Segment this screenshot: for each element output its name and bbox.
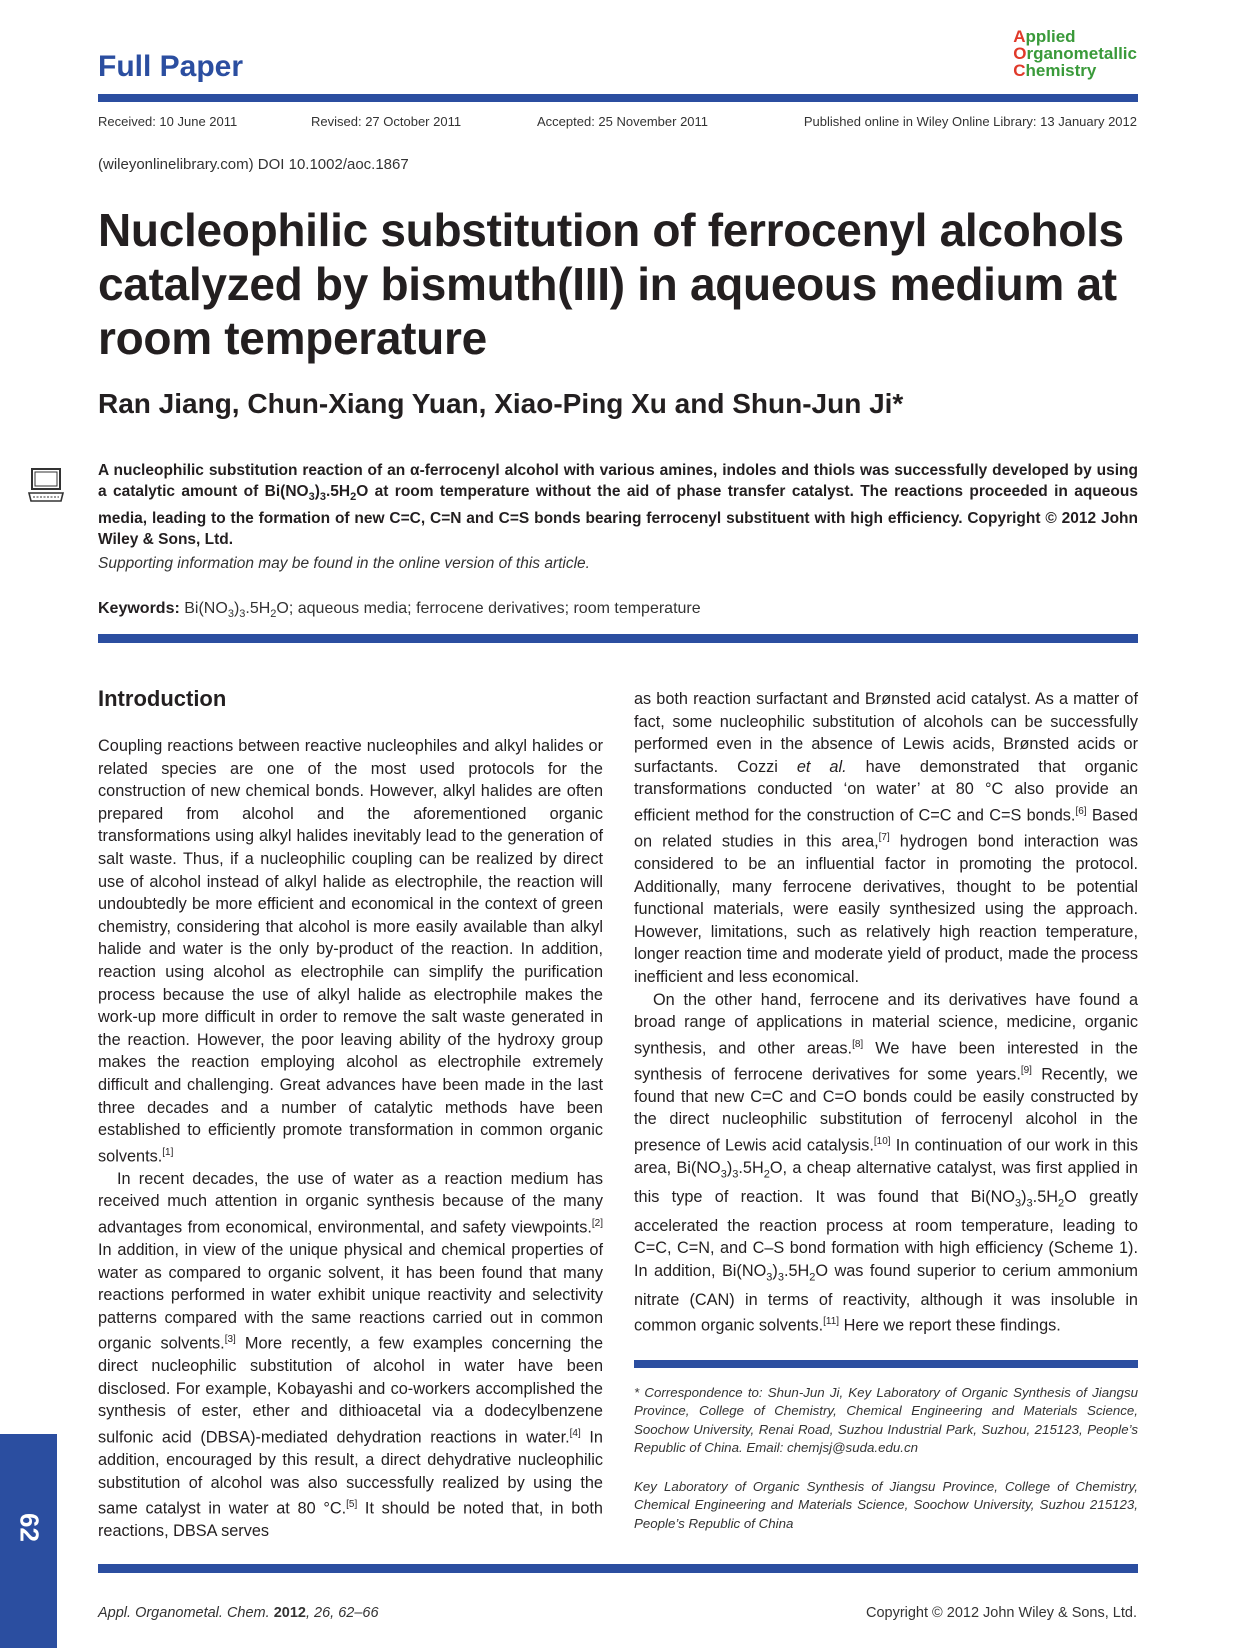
- affiliation-footnote: Key Laboratory of Organic Synthesis of Jiangsu Province, College of Chemistry, Chemical Engineering and Materials Science, Soochow University, Suzhou 215123, People’s Republic of China: [634, 1479, 1138, 1531]
- article-authors: Ran Jiang, Chun-Xiang Yuan, Xiao-Ping Xu and Shun-Jun Ji*: [98, 388, 904, 419]
- ref-9[interactable]: [9]: [1020, 1064, 1032, 1076]
- ref-11[interactable]: [11]: [823, 1316, 840, 1328]
- received-date: Received: 10 June 2011: [98, 114, 238, 129]
- left-column: [98, 735, 603, 1543]
- ref-2[interactable]: [2]: [591, 1217, 603, 1229]
- section-heading-introduction: Introduction: [98, 686, 227, 711]
- page-number: 62: [14, 1513, 45, 1542]
- ref-6[interactable]: [6]: [1075, 805, 1087, 817]
- right-column: [634, 688, 1138, 1337]
- ref-4[interactable]: [4]: [569, 1428, 581, 1440]
- brand-word-1: pplied: [1025, 27, 1076, 46]
- brand-word-3: hemistry: [1025, 61, 1097, 80]
- paragraph-2: In recent decades, the use of water as a reaction medium has received much attention in organic synthesis because of the many advantages from economical, environmental, and safety viewpoints.[2] In addition, in view of the unique physical and chemical properties of water as compared to organic solvent, it has been found that many reactions performed in water exhibit unique reactivity and selectivity patterns compared with the same reactions carried out in common organic solvents.[3] More recently, a few examples concerning the direct nucleophilic substitution of alcohol in water have been disclosed. For example, Kobayashi and co-workers accomplished the synthesis of ester, ether and dithioacetal via a dodecylbenzene sulfonic acid (DBSA)-mediated dehydration reactions in water.[4] In addition, encouraged by this result, a direct dehydrative nucleophilic substitution of alcohol was also successfully realized by using the same catalyst in water at 80 °C.[5] It should be noted that, in both reactions, DBSA serves: [98, 1169, 603, 1541]
- brand-word-2: rganometallic: [1026, 44, 1137, 63]
- published-date: Published online in Wiley Online Library: 13 January 2012: [803, 114, 1137, 129]
- header-rule: [98, 94, 1138, 102]
- revised-date: Revised: 27 October 2011: [311, 114, 462, 129]
- keywords-rule: [98, 634, 1138, 643]
- accepted-date: Accepted: 25 November 2011: [537, 114, 709, 129]
- correspondence-footnote: * Correspondence to: Shun-Jun Ji, Key Laboratory of Organic Synthesis of Jiangsu Province, College of Chemistry, Chemical Engineering and Materials Science, Soochow University, Renai Road, Suzhou Industrial Park, Suzhou, 215123, People’s Republic of China. Email: chemjsj@suda.edu.cn: [634, 1385, 1138, 1456]
- footer-rule: [98, 1564, 1138, 1573]
- footnote-rule: [634, 1360, 1138, 1368]
- article-title: Nucleophilic substitution of ferrocenyl alcohols catalyzed by bismuth(III) in aqueous medium at room temperature: [98, 204, 1124, 364]
- ref-5[interactable]: [5]: [346, 1499, 358, 1511]
- paragraph-1: Coupling reactions between reactive nucleophiles and alkyl halides or related species are one of the most used protocols for the construction of new chemical bonds. However, alkyl halides are often prepared from alcohol and the aforementioned organic transformations using alkyl halides inevitably lead to the generation of salt waste. Thus, if a nucleophilic coupling can be realized by direct use of alcohol instead of alkyl halide as electrophile, the reaction will undoubtedly be more efficient and economical in the context of green chemistry, considering that alcohol is more easily available than alkyl halide and water is the only by-product of the reaction. In addition, reaction using alcohol as electrophile can simplify the purification process because the use of alkyl halide as electrophile makes the work-up more difficult in order to remove the salt waste generated in the reaction. However, the poor leaving ability of the hydroxy group makes the reaction employing alcohol as electrophile extremely difficult and challenging. Great advances have been made in the last three decades and a number of catalytic methods have been established to efficiently promote transformation in common organic solvents.[1]: [98, 737, 603, 1166]
- doi-link[interactable]: (wileyonlinelibrary.com) DOI 10.1002/aoc.1867: [98, 156, 409, 173]
- computer-icon[interactable]: [26, 466, 66, 506]
- paragraph-4: On the other hand, ferrocene and its derivatives have found a broad range of applications in material science, medicine, organic synthesis, and other areas.[8] We have been interested in the synthesis of ferrocene derivatives for some years.[9] Recently, we found that new C=C and C=O bonds could be easily constructed by the direct nucleophilic substitution of ferrocenyl alcohol in the presence of Lewis acid catalysis.[10] In continuation of our work in this area, $Bi(NO_3)_3.5H_2O$, a cheap alternative catalyst, was first applied in this type of reaction. It was found that $Bi(NO_3)_3.5H_2O$ greatly accelerated the reaction process at room temperature, leading to C=C, C=N, and C–S bond formation with high efficiency (Scheme 1). In addition, $Bi(NO_3)_3.5H_2O$ was found superior to cerium ammonium nitrate (CAN) in terms of reactivity, although it was insoluble in common organic solvents.[11] Here we report these findings.: [634, 990, 1139, 1335]
- journal-brand-logo: Applied Organometallic Chemistry: [1013, 27, 1137, 80]
- journal-citation: Appl. Organometal. Chem. 2012, 26, 62–66: [98, 1605, 379, 1621]
- ref-1[interactable]: [1]: [162, 1146, 174, 1158]
- section-label: Full Paper: [98, 50, 244, 83]
- ref-10[interactable]: [10]: [873, 1135, 891, 1147]
- paragraph-3: as both reaction surfactant and Brønsted acid catalyst. As a matter of fact, some nucleophilic substitution of alcohols can be successfully performed even in the absence of Lewis acids, Brønsted acids or surfactants. Cozzi et al. have demonstrated that organic transformations conducted ‘on water’ at 80 °C also provide an efficient method for the construction of C=C and C=S bonds.[6] Based on related studies in this area,[7] hydrogen bond interaction was considered to be an influential factor in promoting the protocol. Additionally, many ferrocene derivatives, thought to be potential functional materials, were easily synthesized using the approach. However, limitations, such as relatively high reaction temperature, longer reaction time and moderate yield of product, made the process inefficient and less economical.: [634, 690, 1139, 986]
- ref-8[interactable]: [8]: [852, 1038, 864, 1050]
- abstract: A nucleophilic substitution reaction of an α-ferrocenyl alcohol with various amines, indoles and thiols was successfully developed by using a catalytic amount of $Bi(NO_3)_3.5H_2O$ at room temperature without the aid of phase transfer catalyst. The reactions proceeded in aqueous media, leading to the formation of new C=C, C=N and C=S bonds bearing ferrocenyl substituent with high efficiency. Copyright © 2012 John Wiley & Sons, Ltd.: [98, 462, 1138, 549]
- footer-copyright: Copyright © 2012 John Wiley & Sons, Ltd.: [865, 1605, 1137, 1621]
- keywords: Keywords: $Bi(NO_3)_3.5H_2O$; aqueous media; ferrocene derivatives; room temperature: [98, 600, 701, 621]
- ref-7[interactable]: [7]: [878, 831, 890, 843]
- supporting-info-note: Supporting information may be found in the online version of this article.: [98, 555, 590, 572]
- ref-3[interactable]: [3]: [224, 1334, 236, 1346]
